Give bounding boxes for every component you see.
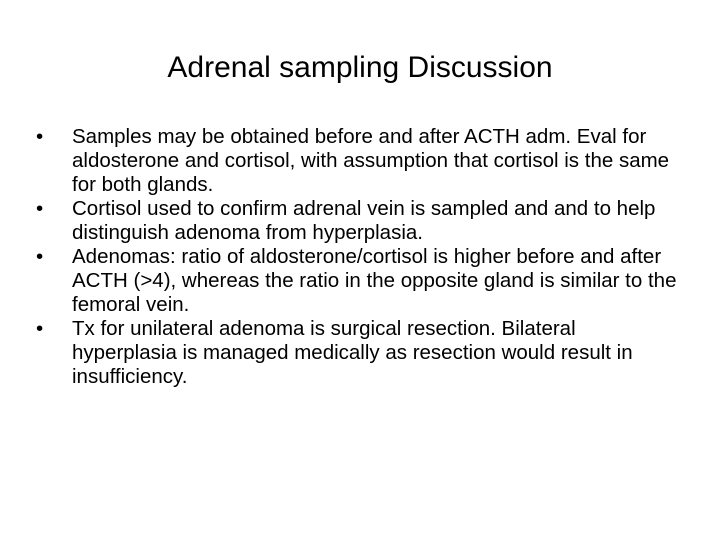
bullet-list [36,125,686,389]
bullet-text: Samples may be obtained before and after ACTH adm. Eval for aldosterone and cortisol, with assumption that cortisol is the same for both glands. [72,125,670,196]
bullet-icon: • [36,245,44,268]
slide-title: Adrenal sampling Discussion [167,51,553,84]
bullet-item [36,197,686,245]
bullet-item [36,125,686,197]
bullet-text: Cortisol used to confirm adrenal vein is sampled and and to help distinguish adenoma from hyperplasia. [72,197,656,244]
bullet-item [36,245,686,317]
bullet-text: Tx for unilateral adenoma is surgical resection. Bilateral hyperplasia is managed medically as resection would result in insufficiency. [72,317,633,388]
bullet-text: Adenomas: ratio of aldosterone/cortisol is higher before and after ACTH (>4), whereas the ratio in the opposite gland is similar to the femoral vein. [72,245,677,316]
bullet-item [36,317,686,389]
bullet-icon: • [36,125,44,148]
bullet-icon: • [36,197,44,220]
bullet-icon: • [36,317,44,340]
